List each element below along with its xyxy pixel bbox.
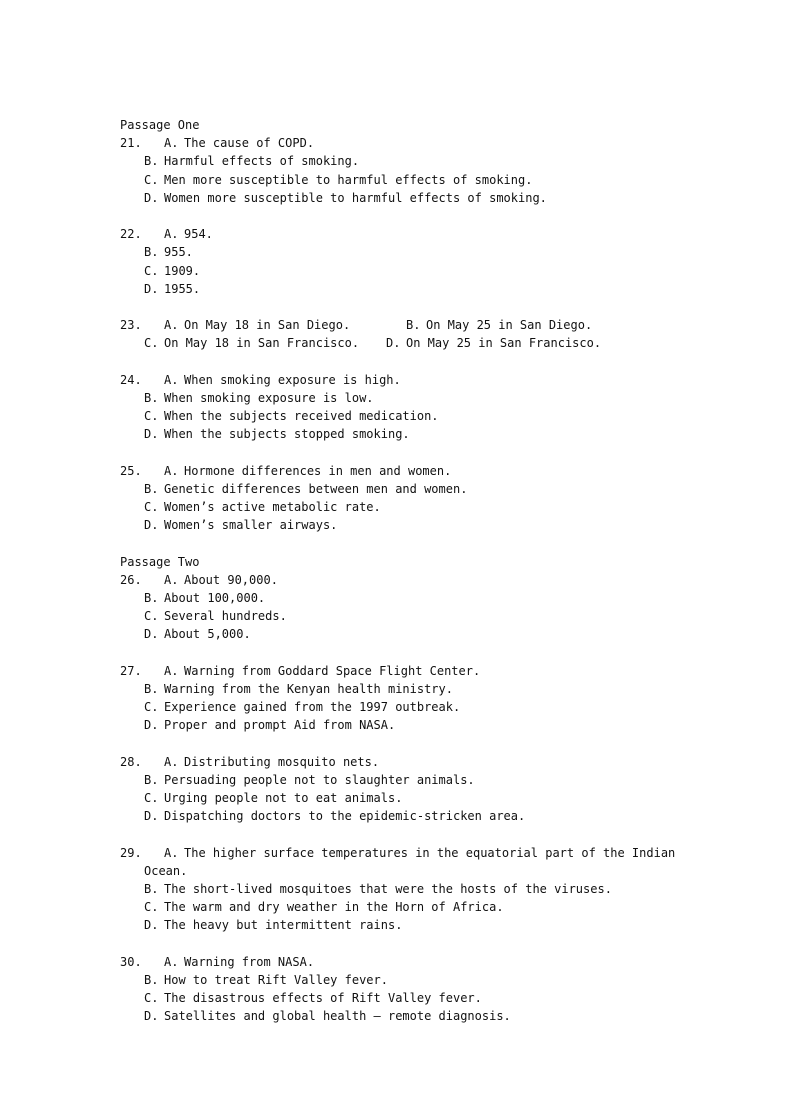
option-letter: A. — [164, 463, 179, 478]
question-30 — [120, 953, 680, 1026]
option-letter: B. — [144, 881, 159, 896]
option-text: When smoking exposure is high. — [184, 372, 401, 387]
question-number: 30. — [120, 954, 142, 969]
option-text: Urging people not to eat animals. — [164, 790, 403, 805]
question-number: 24. — [120, 372, 142, 387]
option-text: Warning from the Kenyan health ministry. — [164, 681, 453, 696]
option-text: 1955. — [164, 281, 201, 296]
option-text: When the subjects received medication. — [164, 409, 439, 423]
option-letter: D. — [144, 427, 159, 442]
option-letter: A. — [164, 845, 179, 860]
question-number: 28. — [120, 754, 142, 769]
option-text: About 90,000. — [184, 572, 278, 587]
option-text: Women’s active metabolic rate. — [164, 499, 381, 514]
option-text: Harmful effects of smoking. — [164, 154, 360, 169]
option-letter: D. — [144, 190, 159, 205]
question-number: 25. — [120, 463, 142, 478]
option-text: When smoking exposure is low. — [164, 390, 374, 405]
option-letter: C. — [144, 900, 159, 915]
question-number: 27. — [120, 663, 142, 678]
question-23 — [120, 316, 680, 352]
option-letter: B. — [144, 481, 159, 496]
option-text: The higher surface temperatures in the equatorial part of the Indian — [184, 845, 676, 860]
option-letter: A. — [164, 318, 179, 333]
option-letter: B. — [144, 681, 159, 696]
option-text: On May 18 in San Diego. — [184, 318, 351, 333]
document-page — [120, 116, 680, 1025]
option-letter: C. — [144, 790, 159, 805]
option-letter: C. — [144, 499, 159, 514]
question-number: 23. — [120, 318, 142, 333]
question-24 — [120, 371, 680, 444]
option-text: Women more susceptible to harmful effects of smoking. — [164, 190, 547, 205]
question-number: 29. — [120, 845, 142, 860]
option-letter: A. — [164, 754, 179, 769]
option-letter: A. — [164, 136, 179, 151]
option-text: Hormone differences in men and women. — [184, 463, 452, 478]
question-28 — [120, 753, 680, 826]
option-text: When the subjects stopped smoking. — [164, 427, 410, 442]
option-letter: C. — [144, 263, 159, 278]
option-letter: C. — [144, 609, 159, 624]
option-letter: D. — [386, 336, 401, 351]
option-text: 1909. — [164, 263, 201, 278]
question-22 — [120, 225, 680, 298]
option-text: The disastrous effects of Rift Valley fever. — [164, 991, 482, 1005]
option-letter: D. — [144, 809, 159, 824]
option-letter: C. — [144, 409, 159, 423]
option-text: 954. — [184, 227, 213, 242]
option-text: Proper and prompt Aid from NASA. — [164, 718, 396, 733]
option-text: The short-lived mosquitoes that were the hosts of the viruses. — [164, 881, 612, 896]
option-text: The cause of COPD. — [184, 136, 315, 151]
option-text: Distributing mosquito nets. — [184, 754, 380, 769]
option-letter: A. — [164, 372, 179, 387]
option-letter: A. — [164, 954, 179, 969]
passage-title: Passage One — [120, 118, 200, 132]
option-text: Satellites and global health — remote diagnosis. — [164, 1009, 511, 1024]
option-letter: D. — [144, 281, 159, 296]
option-letter: B. — [144, 390, 159, 405]
option-text: On May 18 in San Francisco. — [164, 336, 360, 351]
option-text: About 100,000. — [164, 590, 266, 605]
option-letter: A. — [164, 227, 179, 242]
question-29 — [120, 844, 680, 935]
option-text: How to treat Rift Valley fever. — [164, 972, 388, 987]
option-text: Women’s smaller airways. — [164, 518, 338, 533]
passage-title: Passage Two — [120, 554, 200, 569]
option-letter: B. — [144, 154, 159, 169]
question-26 — [120, 571, 680, 644]
option-text: The heavy but intermittent rains. — [164, 918, 403, 933]
option-letter: D. — [144, 918, 159, 933]
option-letter: B. — [144, 772, 159, 787]
option-text-continuation: Ocean. — [144, 863, 188, 878]
option-letter: D. — [144, 718, 159, 733]
option-text: Dispatching doctors to the epidemic-stricken area. — [164, 809, 526, 824]
option-text: Genetic differences between men and women. — [164, 481, 468, 496]
option-text: On May 25 in San Francisco. — [406, 336, 602, 351]
option-text: On May 25 in San Diego. — [426, 318, 593, 333]
option-text: Several hundreds. — [164, 609, 287, 624]
option-text: About 5,000. — [164, 627, 251, 642]
question-number: 26. — [120, 572, 142, 587]
option-text: Experience gained from the 1997 outbreak. — [164, 700, 461, 714]
option-text: Warning from Goddard Space Flight Center. — [184, 663, 481, 678]
question-21 — [120, 134, 680, 207]
option-letter: C. — [144, 700, 159, 714]
option-letter: A. — [164, 663, 179, 678]
option-letter: C. — [144, 991, 159, 1005]
option-text: Warning from NASA. — [184, 954, 315, 969]
option-letter: B. — [144, 245, 159, 260]
question-27 — [120, 662, 680, 735]
option-letter: D. — [144, 1009, 159, 1024]
option-letter: B. — [406, 318, 421, 333]
option-text: Men more susceptible to harmful effects of smoking. — [164, 172, 533, 187]
option-letter: B. — [144, 590, 159, 605]
question-number: 22. — [120, 227, 142, 242]
question-number: 21. — [120, 136, 142, 151]
option-letter: B. — [144, 972, 159, 987]
option-letter: D. — [144, 627, 159, 642]
option-letter: C. — [144, 336, 159, 351]
option-letter: A. — [164, 572, 179, 587]
question-25 — [120, 462, 680, 535]
option-text: 955. — [164, 245, 193, 260]
option-text: Persuading people not to slaughter animals. — [164, 772, 475, 787]
option-letter: D. — [144, 518, 159, 533]
option-text: The warm and dry weather in the Horn of Africa. — [164, 900, 504, 915]
option-letter: C. — [144, 172, 159, 187]
